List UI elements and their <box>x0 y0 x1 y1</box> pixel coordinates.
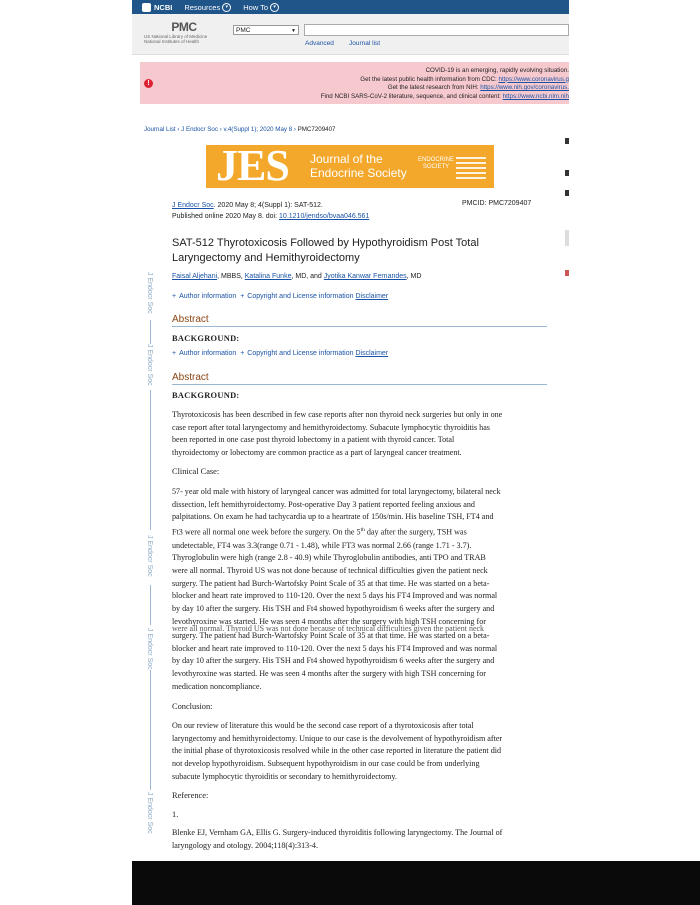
side-rule <box>150 390 151 530</box>
article-info-row <box>172 293 388 300</box>
org-line-2: National Institutes of Health <box>144 39 200 44</box>
article-title <box>172 236 532 265</box>
text-line: dissection, left hemithyroidectomy. Post-operative Day 3 patient reported feeling anxious and <box>172 499 475 509</box>
text-line: Thyroglobulin were high (range 2.8 - 40.9) while Thyroglobulin antibodies, anti TPO and TRAB <box>172 553 486 563</box>
side-rule <box>150 670 151 790</box>
conclusion-label: Conclusion: <box>172 702 213 711</box>
background-label-text: BACKGROUND <box>172 391 237 400</box>
clinical-case-paragraph <box>172 486 548 628</box>
alert-text <box>269 67 569 102</box>
text-line: levothyroxine was started. He was seen 4 months after the surgery with high TSH concerning for <box>172 669 486 679</box>
clinical-case-label: Clinical Case: <box>172 467 220 476</box>
citation <box>172 200 512 222</box>
text-line: subacute lymphocytic thyroiditis or secondary to hemithyroidectomy. <box>172 771 397 781</box>
text-line: not develop hypothyroidism. Subsequent hypothyroidism in our case could be from underlying <box>172 759 480 769</box>
copyright-toggle[interactable]: Copyright and License information <box>247 293 354 300</box>
disclaimer-link[interactable]: Disclaimer <box>355 350 389 357</box>
text-line: the initial phase of thyrotoxicosis resolved while in the other case reported in literature the patient did <box>172 746 502 756</box>
side-rule <box>150 320 151 344</box>
conclusion-paragraph <box>172 720 548 784</box>
doi-link[interactable]: 10.1210/jendso/bvaa046.561 <box>279 213 370 220</box>
author-link[interactable]: Faisal Aljehani <box>172 273 218 280</box>
pmc-logo-text: PMC <box>171 20 197 34</box>
chevron-down-icon: ▾ <box>270 3 279 12</box>
text-line: blocker and heart rate improved to 110-120. Over the next 5 days his FT4 Improved and was normal <box>172 643 498 653</box>
author-info-toggle[interactable]: Author information <box>179 350 237 357</box>
text-line: were all normal. Thyroid US was not done because of technical difficulties given the patient neck <box>172 565 488 575</box>
author-link[interactable]: Jyotika Kanwar Fernandes <box>323 273 407 280</box>
journal-banner[interactable] <box>206 145 494 188</box>
published-online: Published online 2020 May 8. doi: <box>172 213 280 220</box>
journal-name-line-1: Journal of the <box>310 152 383 166</box>
text-fragment: Ft3 were all normal one week before the surgery. On the 5 <box>172 527 361 537</box>
nih-link[interactable]: https://www.nih.gov/coronavirus. <box>480 84 569 92</box>
warning-icon: ! <box>144 79 153 88</box>
author-info-toggle[interactable]: Author information <box>179 293 237 300</box>
text-line: Thyrotoxicosis has been described in few case reports after non thyroid neck surgeries but only in one <box>172 410 503 419</box>
citation-details: . 2020 May 8; 4(Suppl 1): SAT-512. <box>213 202 323 209</box>
side-journal-label: J Endocr Soc <box>146 535 153 577</box>
sliver-mark <box>565 138 569 144</box>
text-line: case report after total laryngectomy and hemithyroidectomy. Subacute lymphocytic thyroiditis has <box>172 422 490 432</box>
right-panel-edge <box>565 130 569 280</box>
ncbi-covid-link[interactable]: https://www.ncbi.nlm.nih <box>502 93 569 101</box>
org-line-1: US National Library of Medicine <box>144 34 208 39</box>
text-line: been reported in one case post thyroid lobectomy in a patient with thyroid cancer. Total <box>172 435 455 445</box>
alert-line-2-text: Get the latest public health information from CDC: <box>360 75 499 83</box>
alert-line-2 <box>269 76 569 85</box>
article-info-row <box>172 350 388 357</box>
superscript: th <box>360 527 365 534</box>
database-select[interactable] <box>233 25 299 35</box>
text-line: Blenke EJ, Vernham GA, Ellis G. Surgery-induced thyroiditis following laryngectomy. The Journal of <box>172 828 503 837</box>
text-fragment: day after the surgery, TSH was <box>364 527 467 537</box>
clinical-case-paragraph-continued <box>172 630 548 694</box>
pmcid: PMCID: PMC7209407 <box>462 200 532 207</box>
society-logo-text <box>418 157 454 171</box>
copyright-toggle[interactable]: Copyright and License information <box>247 350 354 357</box>
reference-item <box>172 827 548 852</box>
reference-number: 1. <box>172 810 179 819</box>
advanced-search-link[interactable]: Advanced <box>305 40 334 47</box>
abstract-heading: Abstract <box>172 372 547 385</box>
chevron-down-icon: ▾ <box>222 3 231 12</box>
text-line: blocker and heart rate improved to 110-120. Over the next 5 days his FT4 Improved and was normal <box>172 591 498 601</box>
text-line: surgery. The patient had Burch-Wartofsky Point Scale of 35 at that time. He was started on a beta- <box>172 631 490 640</box>
text-line: undetectable, FT4 was 3.3(range 0.71 - 1.48), while FT3 was normal 2.66 (range 1.71 - 3.7). <box>172 540 472 550</box>
browser-page <box>132 0 569 905</box>
alert-line-4 <box>269 93 569 102</box>
side-journal-label: J Endocr Soc <box>146 344 153 386</box>
breadcrumb-journal-list[interactable]: Journal List <box>144 126 176 133</box>
side-rule <box>150 585 151 625</box>
text-line: On our review of literature this would be the second case report of a thyrotoxicosis after total <box>172 721 474 730</box>
ncbi-logo-text: NCBI <box>154 2 173 12</box>
plus-icon: + <box>172 350 177 357</box>
breadcrumb-journal[interactable]: J Endocr Soc <box>181 126 218 133</box>
howto-menu-label: How To <box>243 2 269 12</box>
cdc-link[interactable]: https://www.coronavirus.g <box>498 75 569 83</box>
sliver-mark <box>565 270 569 276</box>
text-line: 57- year old male with history of laryngeal cancer was admitted for total laryngectomy, bilateral neck <box>172 487 501 496</box>
dark-bottom-bar <box>132 861 700 905</box>
search-input[interactable] <box>304 24 569 36</box>
side-journal-label: J Endocr Soc <box>146 628 153 670</box>
side-journal-label: J Endocr Soc <box>146 792 153 834</box>
author-list <box>172 273 421 280</box>
background-paragraph <box>172 409 548 460</box>
author-link[interactable]: Katalina Funke <box>244 273 292 280</box>
ncbi-logo[interactable] <box>142 3 172 12</box>
sliver-mark <box>565 190 569 196</box>
plus-icon: + <box>240 293 245 300</box>
background-colon: : <box>236 334 240 343</box>
alert-line-3 <box>269 84 569 93</box>
breadcrumb-issue[interactable]: v.4(Suppl 1); 2020 May 8 <box>223 126 293 133</box>
chevron-down-icon: ▼ <box>291 28 296 34</box>
breadcrumb-current: PMC7209407 <box>297 126 336 133</box>
background-label <box>172 391 240 400</box>
author-degree: , MD, and <box>291 273 324 280</box>
alert-line-1: COVID-19 is an emerging, rapidly evolving situation. <box>425 67 569 74</box>
disclaimer-link[interactable]: Disclaimer <box>355 293 389 300</box>
side-journal-label: J Endocr Soc <box>146 272 153 314</box>
text-line: levothyroxine was started. He was seen 4 months after the surgery with high TSH concerning for <box>172 616 486 626</box>
pmc-logo[interactable] <box>144 20 224 44</box>
text-line: laryngectomy and hemithyroidectomy. Unique to our case is the devolvement of hypothyroidism after <box>172 733 503 743</box>
alert-line-4-text: Find NCBI SARS-CoV-2 literature, sequence, and clinical content: <box>320 93 503 101</box>
journal-list-link[interactable]: Journal list <box>349 40 381 47</box>
sliver-mark <box>565 230 569 246</box>
author-degree: , MBBS, <box>217 273 245 280</box>
text-line: by day 10 after the surgery. His TSH and Ft4 showed hypothyroidism 6 weeks after the surgery and <box>172 604 495 614</box>
society-line-2: SOCIETY <box>422 164 450 170</box>
text-line: by day 10 after the surgery. His TSH and Ft4 showed hypothyroidism 6 weeks after the surgery and <box>172 656 495 666</box>
journal-link[interactable]: J Endocr Soc <box>172 202 214 209</box>
sliver-mark <box>565 170 569 176</box>
pmc-masthead <box>132 14 569 55</box>
resources-menu[interactable] <box>184 3 231 12</box>
ncbi-top-bar <box>132 0 569 14</box>
text-line <box>172 524 548 539</box>
journal-name <box>310 152 407 180</box>
background-colon: : <box>236 391 240 400</box>
text-line: medication noncompliance. <box>172 681 262 691</box>
text-line: surgery. The patient had Burch-Wartofsky Point Scale of 35 at that time. He was started on a beta- <box>172 578 490 588</box>
reference-label: Reference: <box>172 791 209 800</box>
jes-logo: JES <box>216 145 289 188</box>
alert-line-3-text: Get the latest research from NIH: <box>387 84 481 92</box>
text-line: laryngology and otology. 2004;118(4):313-4. <box>172 840 318 850</box>
overlapping-text-line: were all normal. Thyroid US was not done because of technical difficulties given the patient neck <box>172 625 485 633</box>
author-degree: , MD <box>406 273 422 280</box>
society-logo-icon <box>456 154 486 179</box>
text-line: palpitations. On exam he had tachycardia up to a heartrate of 150s/min. His baseline TSH, FT4 and <box>172 512 494 522</box>
ncbi-logo-icon <box>142 3 151 12</box>
background-label-text: BACKGROUND <box>172 334 237 343</box>
abstract-heading: Abstract <box>172 314 547 327</box>
journal-name-line-2: Endocrine Society <box>310 166 407 180</box>
society-line-1: ENDOCRINE <box>418 157 455 163</box>
breadcrumb: Journal List › J Endocr Soc › v.4(Suppl 1); 2020 May 8 › PMC7209407 <box>144 126 336 133</box>
plus-icon: + <box>240 350 245 357</box>
background-label <box>172 334 240 343</box>
text-line: thyroidectomy or lobectomy are common practice as a part of laryngeal cancer treatment. <box>172 448 462 458</box>
covid-alert <box>140 62 569 104</box>
howto-menu[interactable] <box>243 3 279 12</box>
article-title-line-2: Laryngectomy and Hemithyroidectomy <box>172 251 360 264</box>
database-select-value: PMC <box>236 27 251 34</box>
resources-menu-label: Resources <box>184 2 221 12</box>
plus-icon: + <box>172 293 177 300</box>
article-title-line-1: SAT-512 Thyrotoxicosis Followed by Hypothyroidism Post Total <box>172 237 479 249</box>
